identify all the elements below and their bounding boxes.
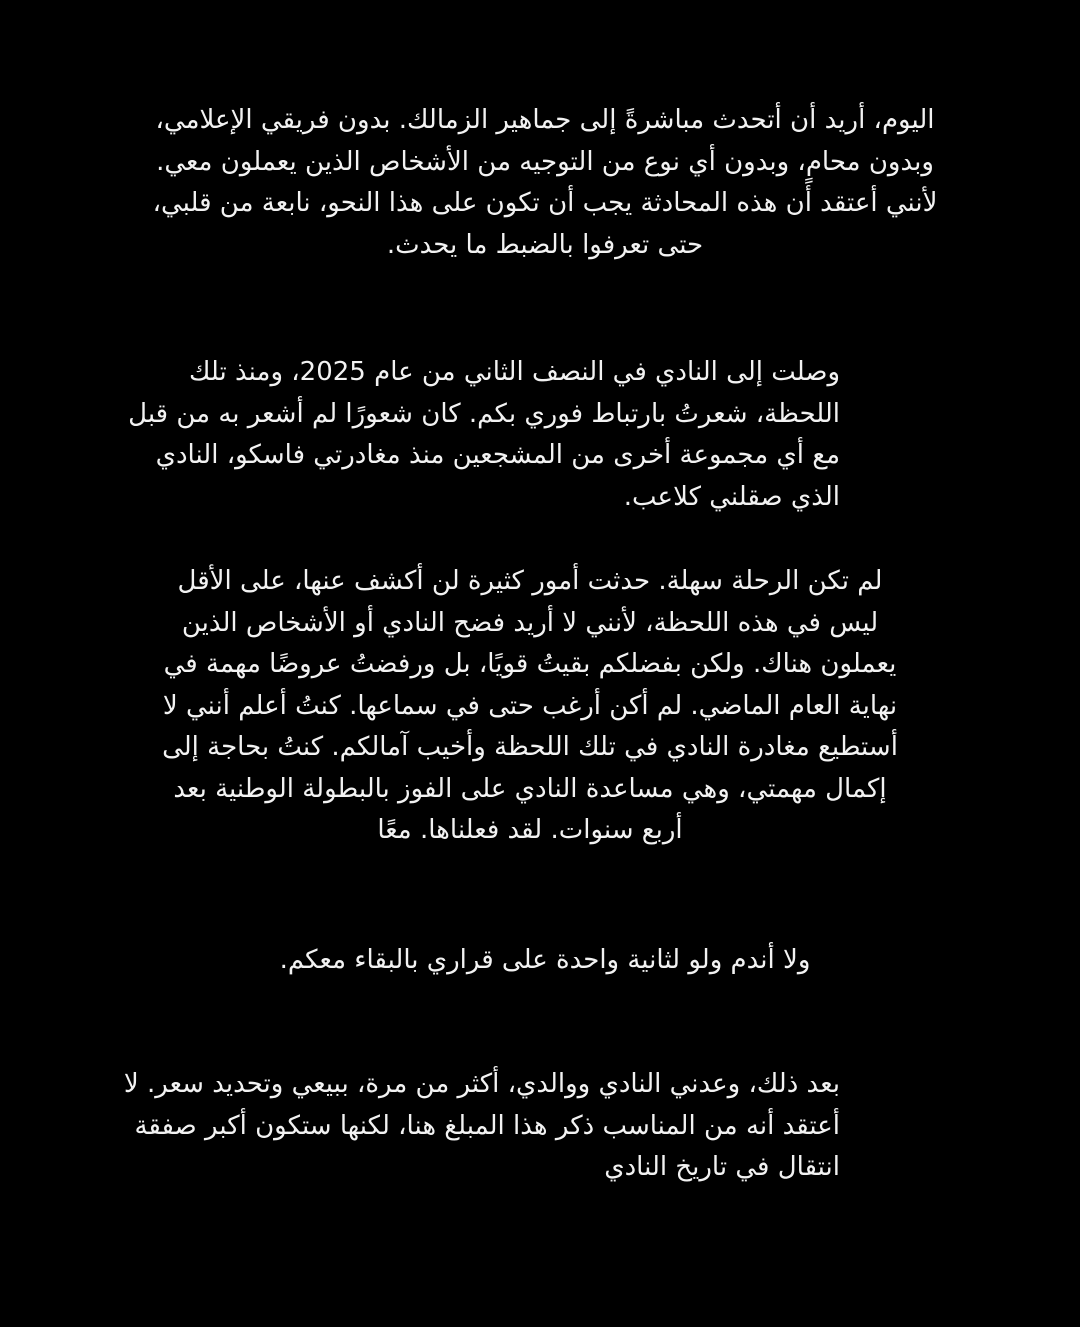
paragraph-journey: لم تكن الرحلة سهلة. حدثت أمور كثيرة لن أكشف عنها، على الأقل ليس في هذه اللحظة، لأنني لا أريد فضح النادي أو الأشخاص الذين يعملون هناك. ولكن بفضلكم بقيتُ قويًا، بل ورفضتُ عروضًا مهمة في نهاية العام الماضي. لم أكن أرغب حتى في سماعها. كنتُ أعلم أنني لا أستطيع مغادرة النادي في تلك اللحظة وأخيب آمالكم. كنتُ بحاجة إلى إكمال مهمتي، وهي مساعدة النادي على الفوز بالبطولة الوطنية بعد أربع سنوات. لقد فعلناها. معًا	[162, 566, 898, 845]
paragraph-no-regret: ولا أندم ولو لثانية واحدة على قراري بالبقاء معكم.	[279, 945, 811, 975]
paragraph-transfer-promise: بعد ذلك، وعدني النادي ووالدي، أكثر من مرة، ببيعي وتحديد سعر. لا أعتقد أنه من المناسب ذكر هذا المبلغ هنا، لكنها ستكون أكبر صفقة انتقال في تاريخ النادي	[123, 1069, 840, 1182]
paragraph-intro: اليوم، أريد أن أتحدث مباشرةً إلى جماهير الزمالك. بدون فريقي الإعلامي، وبدون محامٍ، وبدون أي نوع من التوجيه من الأشخاص الذين يعملون معي. لأنني أعتقد أن هذه المحادثة يجب أن تكون على هذا النحو، نابعة من قلبي، حتى تعرفوا بالضبط ما يحدث.	[152, 105, 938, 260]
paragraph-arrival: وصلت إلى النادي في النصف الثاني من عام 2025، ومنذ تلك اللحظة، شعرتُ بارتباط فوري بكم. كان شعورًا لم أشعر به من قبل مع أي مجموعة أخرى من المشجعين منذ مغادرتي فاسكو، النادي الذي صقلني كلاعب.	[128, 357, 840, 512]
